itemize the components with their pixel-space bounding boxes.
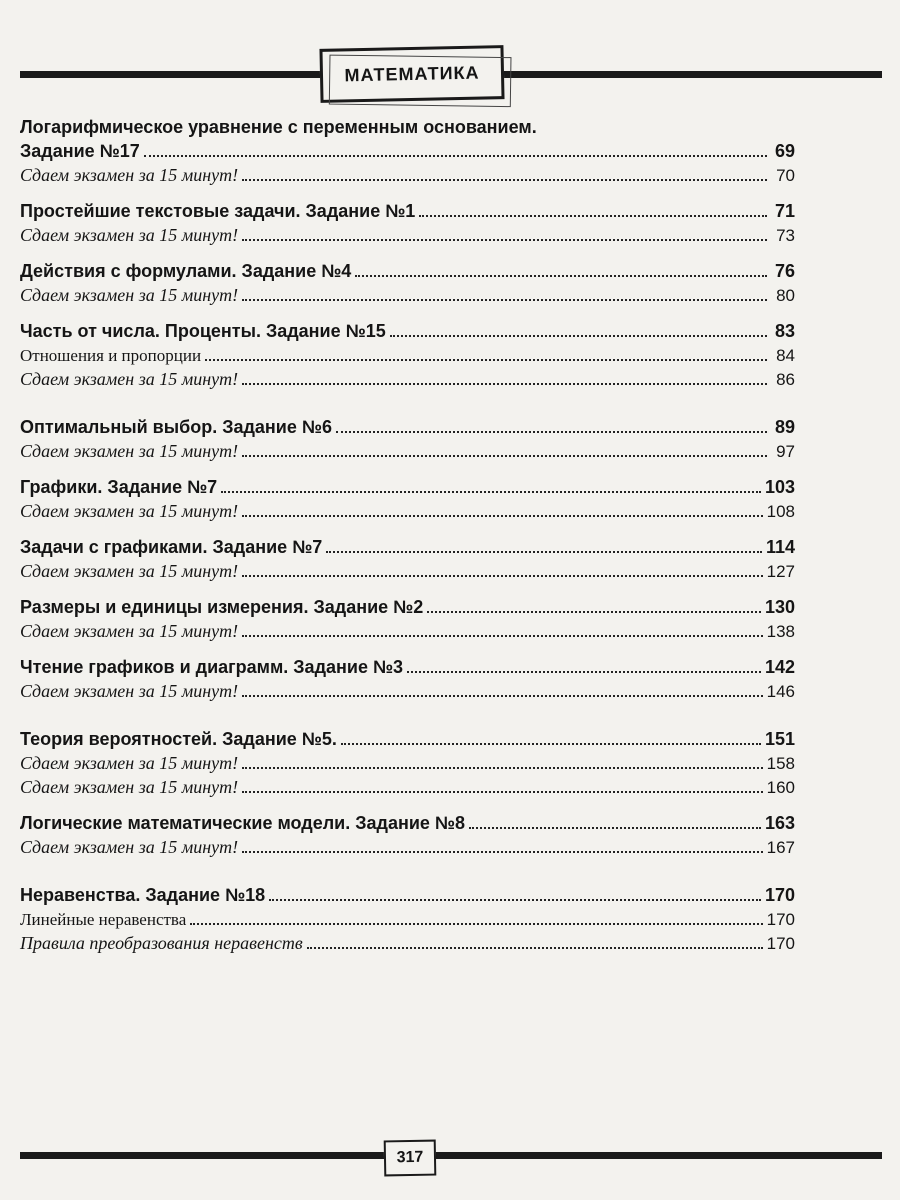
leader-dots (242, 455, 767, 457)
leader-dots (242, 695, 763, 697)
toc-entry (20, 258, 795, 282)
toc-entry (20, 834, 795, 858)
leader-dots (144, 155, 767, 157)
toc-entry-label: Часть от числа. Проценты. Задание №15 (20, 321, 390, 342)
toc-entry (20, 906, 795, 930)
toc-entry (20, 414, 795, 438)
toc-entry-label: Сдаем экзамен за 15 минут! (20, 165, 242, 186)
toc-entry-label: Сдаем экзамен за 15 минут! (20, 441, 242, 462)
toc-entry-label: Чтение графиков и диаграмм. Задание №3 (20, 657, 407, 678)
toc-entry-label: Сдаем экзамен за 15 минут! (20, 681, 242, 702)
toc-entry (20, 498, 795, 522)
toc-entry (20, 930, 795, 954)
toc-entry-label: Сдаем экзамен за 15 минут! (20, 621, 242, 642)
page-number-box (384, 1140, 437, 1177)
toc-entry (20, 810, 795, 834)
toc-entry (20, 678, 795, 702)
toc-entry-label: Оптимальный выбор. Задание №6 (20, 417, 336, 438)
toc-entry-label: Логарифмическое уравнение с переменным основанием. (20, 117, 541, 138)
toc-entry (20, 318, 795, 342)
leader-dots (390, 335, 767, 337)
leader-dots (205, 359, 767, 361)
toc-entry (20, 222, 795, 246)
table-of-contents (20, 112, 795, 954)
leader-dots (307, 947, 763, 949)
leader-dots (242, 851, 763, 853)
leader-dots (469, 827, 761, 829)
leader-dots (336, 431, 767, 433)
page-number: 317 (396, 1148, 424, 1167)
toc-entry (20, 534, 795, 558)
toc-page-number: 170 (763, 934, 795, 954)
toc-page-number: 170 (763, 910, 795, 930)
toc-entry-label: Действия с формулами. Задание №4 (20, 261, 355, 282)
leader-dots (326, 551, 762, 553)
toc-entry-label: Неравенства. Задание №18 (20, 885, 269, 906)
toc-entry-label: Сдаем экзамен за 15 минут! (20, 285, 242, 306)
toc-entry-label: Сдаем экзамен за 15 минут! (20, 225, 242, 246)
toc-heading-continued (20, 112, 795, 138)
leader-dots (242, 383, 767, 385)
toc-entry (20, 162, 795, 186)
toc-entry-label: Размеры и единицы измерения. Задание №2 (20, 597, 427, 618)
toc-page-number: 158 (763, 754, 795, 774)
toc-page-number: 69 (767, 141, 795, 162)
toc-page-number: 76 (767, 261, 795, 282)
toc-page-number: 86 (767, 370, 795, 390)
toc-entry (20, 726, 795, 750)
leader-dots (407, 671, 761, 673)
toc-entry-label: Сдаем экзамен за 15 минут! (20, 777, 242, 798)
toc-entry (20, 282, 795, 306)
toc-entry (20, 138, 795, 162)
toc-page-number: 146 (763, 682, 795, 702)
toc-page-number: 83 (767, 321, 795, 342)
toc-entry (20, 474, 795, 498)
toc-entry (20, 438, 795, 462)
toc-page-number: 103 (761, 477, 795, 498)
toc-entry-label: Логические математические модели. Задание №8 (20, 813, 469, 834)
toc-entry-label: Сдаем экзамен за 15 минут! (20, 369, 242, 390)
toc-entry-label: Графики. Задание №7 (20, 477, 221, 498)
leader-dots (341, 743, 761, 745)
toc-entry-label: Отношения и пропорции (20, 346, 205, 366)
toc-page-number: 84 (767, 346, 795, 366)
toc-page-number: 127 (763, 562, 795, 582)
leader-dots (242, 767, 763, 769)
leader-dots (242, 515, 763, 517)
toc-page-number: 167 (763, 838, 795, 858)
toc-page-number: 71 (767, 201, 795, 222)
section-title: МАТЕМАТИКА (344, 62, 480, 85)
toc-entry-label: Теория вероятностей. Задание №5. (20, 729, 341, 750)
toc-entry (20, 774, 795, 798)
toc-entry-label: Сдаем экзамен за 15 минут! (20, 837, 242, 858)
toc-page-number: 108 (763, 502, 795, 522)
toc-page-number: 170 (761, 885, 795, 906)
footer-rule (20, 1152, 882, 1159)
toc-page-number: 70 (767, 166, 795, 186)
toc-entry-label: Линейные неравенства (20, 910, 190, 930)
toc-page-number: 114 (762, 537, 795, 558)
toc-page-number: 130 (761, 597, 795, 618)
leader-dots (221, 491, 761, 493)
leader-dots (242, 791, 763, 793)
toc-page-number: 89 (767, 417, 795, 438)
toc-page-number: 142 (761, 657, 795, 678)
toc-entry-label: Простейшие текстовые задачи. Задание №1 (20, 201, 419, 222)
leader-dots (190, 923, 762, 925)
leader-dots (242, 299, 767, 301)
toc-entry (20, 558, 795, 582)
toc-entry (20, 750, 795, 774)
toc-entry (20, 342, 795, 366)
toc-entry (20, 618, 795, 642)
toc-entry (20, 654, 795, 678)
toc-entry-label: Сдаем экзамен за 15 минут! (20, 561, 242, 582)
toc-page-number: 80 (767, 286, 795, 306)
toc-entry (20, 882, 795, 906)
leader-dots (269, 899, 761, 901)
toc-page-number: 151 (761, 729, 795, 750)
toc-page-number: 163 (761, 813, 795, 834)
toc-entry-label: Сдаем экзамен за 15 минут! (20, 753, 242, 774)
toc-entry-label: Сдаем экзамен за 15 минут! (20, 501, 242, 522)
toc-entry (20, 366, 795, 390)
toc-entry-label: Правила преобразования неравенств (20, 933, 307, 954)
toc-page-number: 73 (767, 226, 795, 246)
leader-dots (242, 575, 763, 577)
toc-page-number: 97 (767, 442, 795, 462)
header-label-box (319, 45, 504, 103)
leader-dots (419, 215, 767, 217)
leader-dots (427, 611, 761, 613)
leader-dots (242, 179, 767, 181)
toc-entry (20, 594, 795, 618)
leader-dots (242, 635, 763, 637)
toc-entry-label: Задачи с графиками. Задание №7 (20, 537, 326, 558)
toc-page-number: 138 (763, 622, 795, 642)
leader-dots (242, 239, 767, 241)
toc-entry-label: Задание №17 (20, 141, 144, 162)
toc-entry (20, 198, 795, 222)
toc-page-number: 160 (763, 778, 795, 798)
leader-dots (355, 275, 767, 277)
